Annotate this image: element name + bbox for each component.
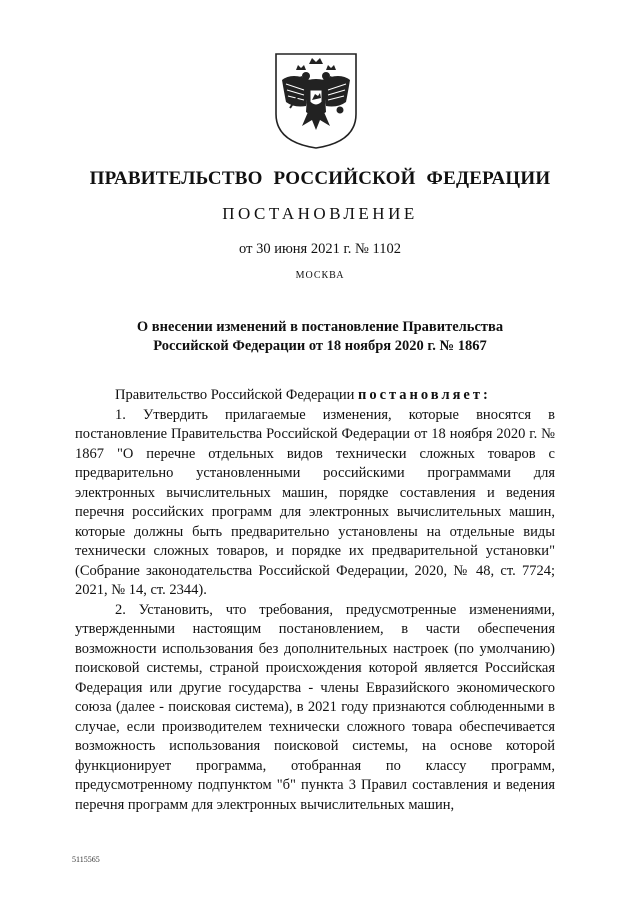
document-body [75, 386, 555, 815]
paragraph-1: 1. Утвердить прилагаемые изменения, которые вносятся в постановление Правительства Российской Федерации от 18 ноября 2020 г. № 1867 "О перечне отдельных видов технически сложных товаров с предварительно установленными российскими программами для электронных вычислительных машин, порядке составления и ведения перечня российских программ для электронных вычислительных машин, которые должны быть предварительно установлены на отдельные виды технически сложных товаров, и порядке их предварительной установки" (Собрание законодательства Российской Федерации, 2020, № 48, ст. 7724; 2021, № 14, ст. 2344). [75, 406, 555, 598]
document-date-number: от 30 июня 2021 г. № 1102 [239, 241, 401, 257]
intro-action: постановляет: [357, 387, 491, 403]
intro-text: Правительство Российской Федерации [115, 387, 358, 403]
document-type: ПОСТАНОВЛЕНИЕ [222, 204, 418, 223]
government-title: ПРАВИТЕЛЬСТВО РОССИЙСКОЙ ФЕДЕРАЦИИ [89, 168, 551, 189]
subject-line-1: О внесении изменений в постановление Правительства [136, 319, 504, 335]
document-city: МОСКВА [295, 270, 345, 281]
paragraph-2: 2. Установить, что требования, предусмотренные изменениями, утвержденными настоящим постановлением, в части обеспечения возможности использования без дополнительных настроек (по умолчанию) поисковой системы, страной происхождения которой является Российская Федерация или другие государства - члены Евразийского экономического союза (далее - поисковая система), в 2021 году признаются соблюденными в случае, если производителем технически сложного товара обеспечивается возможность использования поисковой системы, на основе которой функционирует программа, отобранная по классу программ, предусмотренному подпунктом "б" пункта 3 Правил составления и ведения перечня программ для электронных вычислительных машин, [75, 601, 555, 813]
footer-document-code: 5115565 [72, 855, 100, 864]
intro-paragraph [75, 386, 555, 406]
document-subject [90, 318, 550, 356]
russian-coat-of-arms-icon [272, 50, 360, 150]
subject-line-2: Российской Федерации от 18 ноября 2020 г. № 1867 [153, 338, 487, 354]
